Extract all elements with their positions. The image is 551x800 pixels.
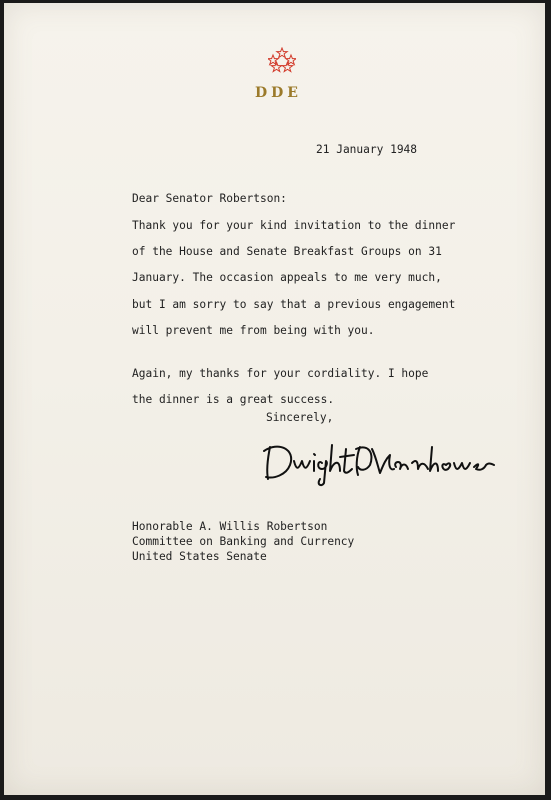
letterhead-monogram: DDE <box>255 85 302 101</box>
five-star-crest-icon <box>268 47 296 73</box>
body-paragraph-2 <box>132 361 428 413</box>
letter-date: 21 January 1948 <box>316 143 418 156</box>
address-line: Honorable A. Willis Robertson <box>132 520 328 533</box>
address-line: Committee on Banking and Currency <box>132 535 355 548</box>
body-line: Again, my thanks for your cordiality. I hope <box>132 367 429 380</box>
letter-page <box>4 3 545 795</box>
body-paragraph-1 <box>132 213 455 344</box>
body-line: January. The occasion appeals to me very much, <box>132 271 442 285</box>
salutation: Dear Senator Robertson: <box>132 192 287 205</box>
closing: Sincerely, <box>266 411 334 424</box>
recipient-address <box>132 519 354 564</box>
body-line: will prevent me from being with you. <box>132 323 375 337</box>
body-line: of the House and Senate Breakfast Groups on 31 <box>132 245 442 259</box>
body-line: the dinner is a great success. <box>132 393 335 407</box>
handwritten-signature <box>260 439 500 487</box>
body-line: but I am sorry to say that a previous engagement <box>132 297 456 311</box>
body-line: Thank you for your kind invitation to the dinner <box>132 219 456 232</box>
address-line: United States Senate <box>132 550 267 563</box>
